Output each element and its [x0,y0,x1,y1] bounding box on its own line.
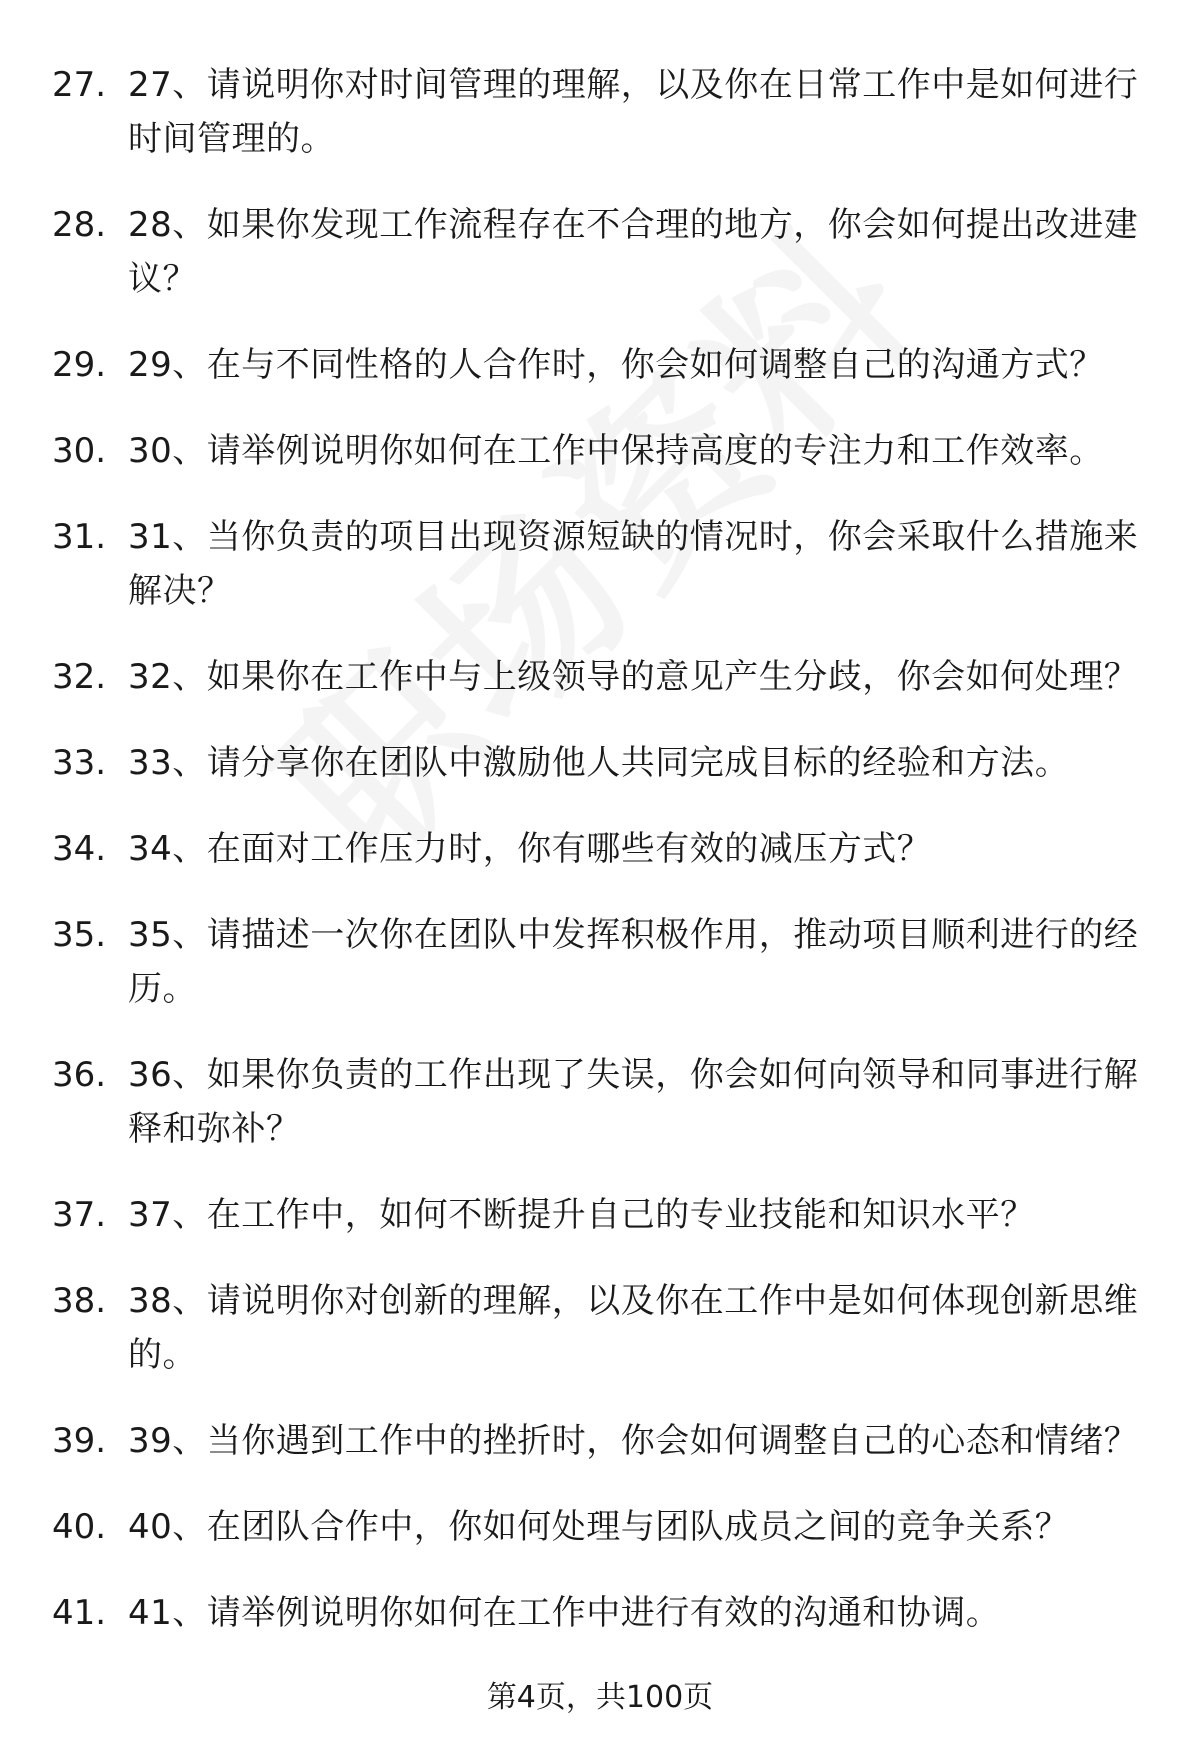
question-item [0,1586,1200,1640]
question-item [0,58,1200,166]
question-number: 28. [52,205,107,245]
page-footer: 第4页，共100页 [486,1680,714,1715]
question-text: 30、请举例说明你如何在工作中保持高度的专注力和工作效率。 [128,431,1104,471]
question-number: 34. [52,829,107,869]
question-text: 35、请描述一次你在团队中发挥积极作用，推动项目顺利进行的经历。 [128,915,1139,1009]
question-item [0,1188,1200,1242]
question-text: 39、当你遇到工作中的挫折时，你会如何调整自己的心态和情绪？ [128,1421,1139,1461]
question-number: 36. [52,1055,107,1095]
question-number: 38. [52,1281,107,1321]
question-item [0,338,1200,392]
question-item [0,736,1200,790]
question-list [0,58,1200,1672]
question-number: 39. [52,1421,107,1461]
question-item [0,424,1200,478]
question-number: 35. [52,915,107,955]
question-number: 29. [52,345,107,385]
question-text: 33、请分享你在团队中激励他人共同完成目标的经验和方法。 [128,743,1070,783]
question-text: 38、请说明你对创新的理解，以及你在工作中是如何体现创新思维的。 [128,1281,1139,1375]
question-item [0,1500,1200,1554]
question-text: 40、在团队合作中，你如何处理与团队成员之间的竞争关系？ [128,1507,1070,1547]
question-text: 31、当你负责的项目出现资源短缺的情况时，你会采取什么措施来解决？ [128,517,1139,611]
question-number: 30. [52,431,107,471]
question-item [0,908,1200,1016]
question-text: 41、请举例说明你如何在工作中进行有效的沟通和协调。 [128,1593,1001,1633]
question-text: 32、如果你在工作中与上级领导的意见产生分歧，你会如何处理？ [128,657,1139,697]
question-item [0,198,1200,306]
question-item [0,1048,1200,1156]
question-text: 34、在面对工作压力时，你有哪些有效的减压方式？ [128,829,932,869]
question-number: 33. [52,743,107,783]
question-item [0,1274,1200,1382]
question-text: 27、请说明你对时间管理的理解，以及你在日常工作中是如何进行时间管理的。 [128,65,1139,159]
question-number: 37. [52,1195,107,1235]
question-text: 28、如果你发现工作流程存在不合理的地方，你会如何提出改进建议？ [128,205,1139,299]
question-item [0,510,1200,618]
question-text: 29、在与不同性格的人合作时，你会如何调整自己的沟通方式？ [128,345,1104,385]
question-number: 31. [52,517,107,557]
question-number: 27. [52,65,107,105]
question-text: 36、如果你负责的工作出现了失误，你会如何向领导和同事进行解释和弥补？ [128,1055,1139,1149]
question-number: 40. [52,1507,107,1547]
question-item [0,650,1200,704]
question-item [0,1414,1200,1468]
question-text: 37、在工作中，如何不断提升自己的专业技能和知识水平？ [128,1195,1035,1235]
question-number: 32. [52,657,107,697]
question-item [0,822,1200,876]
question-number: 41. [52,1593,107,1633]
